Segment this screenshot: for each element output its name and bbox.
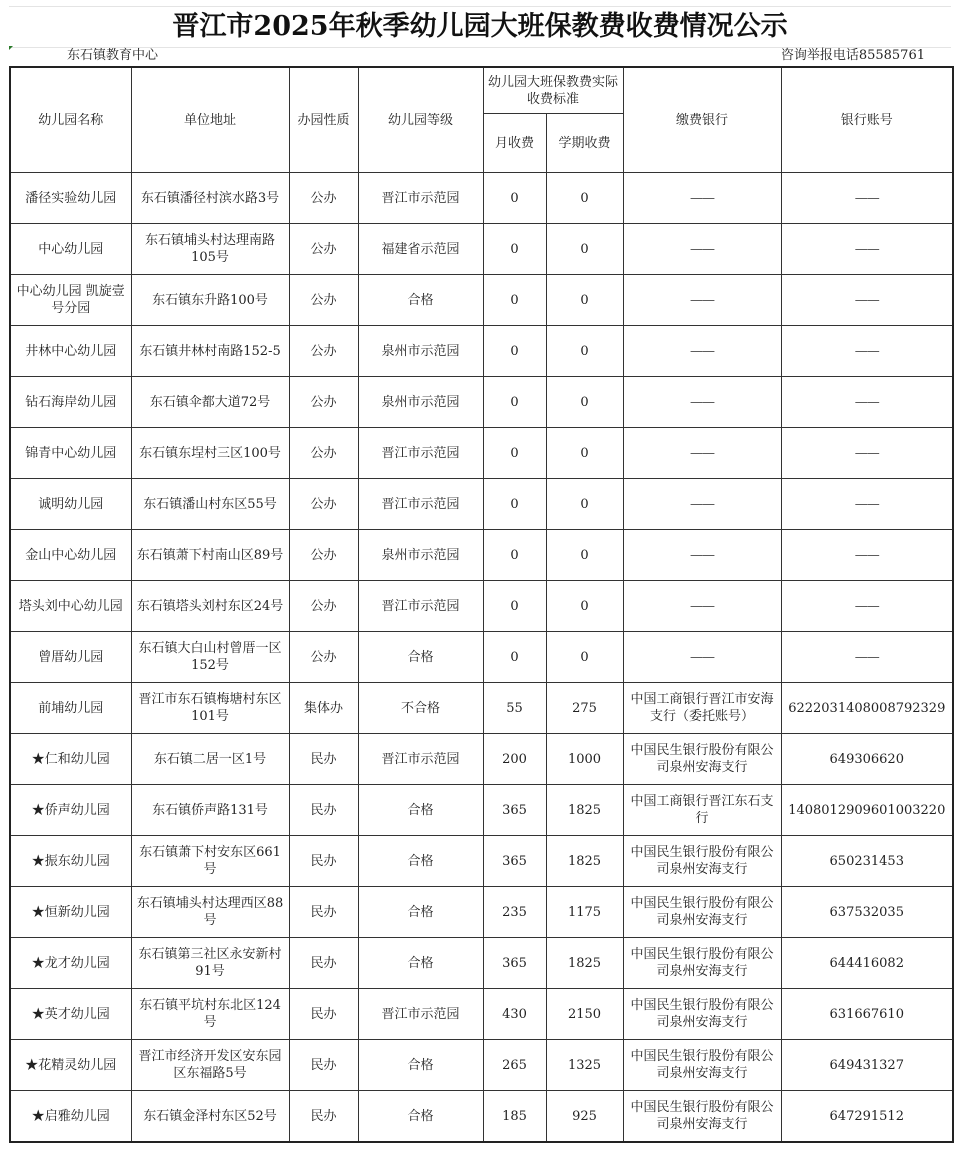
cell-level: 合格 <box>358 1040 483 1091</box>
cell-name: 诚明幼儿园 <box>10 479 131 530</box>
header-bank: 缴费银行 <box>623 67 781 173</box>
table-row <box>10 479 953 530</box>
cell-level: 泉州市示范园 <box>358 326 483 377</box>
cell-type: 民办 <box>289 1091 358 1143</box>
cell-term: 0 <box>546 632 623 683</box>
cell-account: 650231453 <box>781 836 953 887</box>
cell-monthly: 0 <box>483 530 546 581</box>
table-row <box>10 632 953 683</box>
cell-type: 民办 <box>289 785 358 836</box>
cell-term: 925 <box>546 1091 623 1143</box>
cell-type: 公办 <box>289 632 358 683</box>
cell-account: —— <box>781 326 953 377</box>
cell-account: —— <box>781 632 953 683</box>
header-term: 学期收费 <box>546 114 623 173</box>
header-monthly: 月收费 <box>483 114 546 173</box>
cell-level: 晋江市示范园 <box>358 581 483 632</box>
cell-bank: —— <box>623 479 781 530</box>
cell-name: ★侨声幼儿园 <box>10 785 131 836</box>
cell-level: 泉州市示范园 <box>358 377 483 428</box>
cell-name: ★振东幼儿园 <box>10 836 131 887</box>
cell-monthly: 55 <box>483 683 546 734</box>
cell-type: 公办 <box>289 581 358 632</box>
cell-address: 东石镇埔头村达理南路105号 <box>131 224 289 275</box>
cell-address: 东石镇潘山村东区55号 <box>131 479 289 530</box>
cell-type: 公办 <box>289 173 358 224</box>
cell-term: 0 <box>546 581 623 632</box>
cell-address: 东石镇埔头村达理西区88号 <box>131 887 289 938</box>
cell-level: 晋江市示范园 <box>358 173 483 224</box>
cell-account: —— <box>781 275 953 326</box>
cell-term: 1175 <box>546 887 623 938</box>
cell-bank: —— <box>623 377 781 428</box>
cell-monthly: 0 <box>483 479 546 530</box>
cell-monthly: 265 <box>483 1040 546 1091</box>
cell-address: 东石镇井林村南路152-5 <box>131 326 289 377</box>
cell-term: 0 <box>546 326 623 377</box>
cell-account: 644416082 <box>781 938 953 989</box>
table-row <box>10 530 953 581</box>
cell-type: 公办 <box>289 275 358 326</box>
header-type: 办园性质 <box>289 67 358 173</box>
cell-bank: —— <box>623 530 781 581</box>
table-row <box>10 989 953 1040</box>
cell-monthly: 0 <box>483 173 546 224</box>
cell-level: 合格 <box>358 836 483 887</box>
cell-bank: —— <box>623 275 781 326</box>
cell-address: 东石镇萧下村安东区661号 <box>131 836 289 887</box>
cell-level: 合格 <box>358 887 483 938</box>
table-row <box>10 428 953 479</box>
cell-term: 1325 <box>546 1040 623 1091</box>
cell-level: 合格 <box>358 632 483 683</box>
cell-monthly: 430 <box>483 989 546 1040</box>
cell-address: 东石镇平坑村东北区124号 <box>131 989 289 1040</box>
cell-monthly: 0 <box>483 224 546 275</box>
cell-account: 631667610 <box>781 989 953 1040</box>
cell-address: 东石镇二居一区1号 <box>131 734 289 785</box>
cell-name: 井林中心幼儿园 <box>10 326 131 377</box>
cell-level: 合格 <box>358 1091 483 1143</box>
cell-name: 中心幼儿园 <box>10 224 131 275</box>
cell-account: 637532035 <box>781 887 953 938</box>
cell-bank: —— <box>623 428 781 479</box>
cell-name: ★仁和幼儿园 <box>10 734 131 785</box>
cell-type: 公办 <box>289 377 358 428</box>
cell-address: 东石镇伞都大道72号 <box>131 377 289 428</box>
cell-bank: 中国工商银行晋江东石支行 <box>623 785 781 836</box>
cell-name: ★恒新幼儿园 <box>10 887 131 938</box>
cell-address: 东石镇东埕村三区100号 <box>131 428 289 479</box>
cell-type: 民办 <box>289 989 358 1040</box>
cell-name: ★启雅幼儿园 <box>10 1091 131 1143</box>
cell-monthly: 365 <box>483 938 546 989</box>
cell-term: 1825 <box>546 785 623 836</box>
cell-account: —— <box>781 479 953 530</box>
cell-level: 合格 <box>358 938 483 989</box>
cell-name: ★花精灵幼儿园 <box>10 1040 131 1091</box>
organization-label: 东石镇教育中心 <box>67 48 159 63</box>
table-row <box>10 275 953 326</box>
cell-bank: 中国民生银行股份有限公司泉州安海支行 <box>623 836 781 887</box>
cell-monthly: 0 <box>483 275 546 326</box>
table-row <box>10 581 953 632</box>
cell-type: 民办 <box>289 938 358 989</box>
cell-account: 647291512 <box>781 1091 953 1143</box>
cell-term: 1825 <box>546 836 623 887</box>
header-level: 幼儿园等级 <box>358 67 483 173</box>
cell-address: 东石镇潘径村滨水路3号 <box>131 173 289 224</box>
cell-level: 合格 <box>358 275 483 326</box>
cell-name: 塔头刘中心幼儿园 <box>10 581 131 632</box>
cell-type: 公办 <box>289 224 358 275</box>
hotline-label: 咨询举报电话85585761 <box>780 48 925 63</box>
page-title: 晋江市2025年秋季幼儿园大班保教费收费情况公示 <box>9 6 951 48</box>
cell-monthly: 0 <box>483 377 546 428</box>
cell-address: 晋江市东石镇梅塘村东区101号 <box>131 683 289 734</box>
cell-account: —— <box>781 428 953 479</box>
cell-term: 0 <box>546 224 623 275</box>
cell-type: 公办 <box>289 479 358 530</box>
cell-bank: 中国工商银行晋江市安海支行（委托账号） <box>623 683 781 734</box>
cell-monthly: 0 <box>483 581 546 632</box>
cell-name: 中心幼儿园 凯旋壹号分园 <box>10 275 131 326</box>
cell-level: 晋江市示范园 <box>358 479 483 530</box>
cell-term: 1000 <box>546 734 623 785</box>
cell-level: 晋江市示范园 <box>358 989 483 1040</box>
cell-account: 1408012909601003220 <box>781 785 953 836</box>
table-row <box>10 938 953 989</box>
cell-name: ★英才幼儿园 <box>10 989 131 1040</box>
table-row <box>10 173 953 224</box>
table-row <box>10 1091 953 1143</box>
cell-monthly: 235 <box>483 887 546 938</box>
cell-term: 0 <box>546 377 623 428</box>
fee-table <box>9 66 954 1143</box>
cell-name: 金山中心幼儿园 <box>10 530 131 581</box>
cell-account: 649431327 <box>781 1040 953 1091</box>
cell-type: 公办 <box>289 428 358 479</box>
cell-level: 晋江市示范园 <box>358 428 483 479</box>
cell-bank: —— <box>623 173 781 224</box>
header-account: 银行账号 <box>781 67 953 173</box>
cell-address: 东石镇塔头刘村东区24号 <box>131 581 289 632</box>
cell-bank: 中国民生银行股份有限公司泉州安海支行 <box>623 1040 781 1091</box>
cell-address: 东石镇第三社区永安新村91号 <box>131 938 289 989</box>
cell-monthly: 365 <box>483 785 546 836</box>
cell-level: 不合格 <box>358 683 483 734</box>
cell-account: —— <box>781 581 953 632</box>
cell-bank: —— <box>623 326 781 377</box>
cell-account: —— <box>781 224 953 275</box>
table-row <box>10 734 953 785</box>
table-row <box>10 785 953 836</box>
cell-term: 0 <box>546 530 623 581</box>
cell-name: 曾厝幼儿园 <box>10 632 131 683</box>
cell-bank: 中国民生银行股份有限公司泉州安海支行 <box>623 887 781 938</box>
header-fee-group: 幼儿园大班保教费实际收费标准 <box>483 67 623 114</box>
cell-name: 潘径实验幼儿园 <box>10 173 131 224</box>
cell-bank: 中国民生银行股份有限公司泉州安海支行 <box>623 938 781 989</box>
cell-level: 福建省示范园 <box>358 224 483 275</box>
table-row <box>10 887 953 938</box>
cell-term: 1825 <box>546 938 623 989</box>
table-row <box>10 683 953 734</box>
cell-address: 东石镇侨声路131号 <box>131 785 289 836</box>
cell-level: 泉州市示范园 <box>358 530 483 581</box>
cell-address: 东石镇东升路100号 <box>131 275 289 326</box>
cell-monthly: 0 <box>483 326 546 377</box>
cell-monthly: 0 <box>483 632 546 683</box>
cell-account: 649306620 <box>781 734 953 785</box>
cell-bank: 中国民生银行股份有限公司泉州安海支行 <box>623 989 781 1040</box>
cell-level: 晋江市示范园 <box>358 734 483 785</box>
cell-level: 合格 <box>358 785 483 836</box>
cell-bank: —— <box>623 632 781 683</box>
cell-account: —— <box>781 377 953 428</box>
table-row <box>10 377 953 428</box>
cell-type: 民办 <box>289 887 358 938</box>
cell-term: 0 <box>546 428 623 479</box>
table-row <box>10 224 953 275</box>
table-row <box>10 326 953 377</box>
cell-monthly: 0 <box>483 428 546 479</box>
table-row <box>10 1040 953 1091</box>
cell-name: 锦青中心幼儿园 <box>10 428 131 479</box>
cell-type: 公办 <box>289 326 358 377</box>
cell-term: 0 <box>546 275 623 326</box>
cell-type: 民办 <box>289 836 358 887</box>
cell-term: 275 <box>546 683 623 734</box>
cell-term: 2150 <box>546 989 623 1040</box>
cell-account: —— <box>781 530 953 581</box>
cell-type: 集体办 <box>289 683 358 734</box>
cell-account: 6222031408008792329 <box>781 683 953 734</box>
cell-term: 0 <box>546 173 623 224</box>
cell-monthly: 200 <box>483 734 546 785</box>
cell-term: 0 <box>546 479 623 530</box>
header-address: 单位地址 <box>131 67 289 173</box>
cell-bank: 中国民生银行股份有限公司泉州安海支行 <box>623 1091 781 1143</box>
cell-address: 东石镇萧下村南山区89号 <box>131 530 289 581</box>
cell-name: 钻石海岸幼儿园 <box>10 377 131 428</box>
cell-address: 晋江市经济开发区安东园区东福路5号 <box>131 1040 289 1091</box>
cell-type: 公办 <box>289 530 358 581</box>
cell-name: 前埔幼儿园 <box>10 683 131 734</box>
cell-monthly: 185 <box>483 1091 546 1143</box>
table-row <box>10 836 953 887</box>
header-name: 幼儿园名称 <box>10 67 131 173</box>
cell-name: ★龙才幼儿园 <box>10 938 131 989</box>
cell-monthly: 365 <box>483 836 546 887</box>
cell-account: —— <box>781 173 953 224</box>
cell-address: 东石镇大白山村曾厝一区152号 <box>131 632 289 683</box>
cell-bank: —— <box>623 581 781 632</box>
cell-type: 民办 <box>289 734 358 785</box>
cell-bank: 中国民生银行股份有限公司泉州安海支行 <box>623 734 781 785</box>
subtitle-row <box>9 46 951 65</box>
cell-type: 民办 <box>289 1040 358 1091</box>
cell-address: 东石镇金泽村东区52号 <box>131 1091 289 1143</box>
cell-bank: —— <box>623 224 781 275</box>
